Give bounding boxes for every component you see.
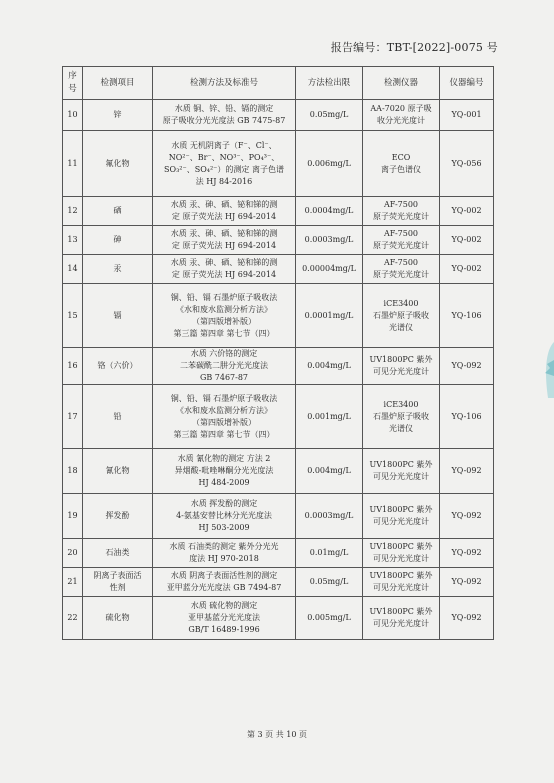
cell-no: 20 (63, 539, 83, 568)
cell-line: 水质 氰化物的测定 方法 2 (177, 454, 271, 463)
cell-line: 可见分光光度计 (373, 367, 429, 376)
cell-instrument (363, 100, 440, 131)
cell-detection-limit: 0.006mg/L (296, 131, 363, 197)
cell-method (153, 197, 296, 226)
cell-detection-limit: 0.001mg/L (296, 385, 363, 449)
cell-instrument-id: YQ-106 (440, 385, 494, 449)
cell-line: 定 原子荧光法 HJ 694-2014 (171, 241, 277, 250)
cell-line: 水质 汞、砷、硒、铋和锑的测 (170, 229, 278, 238)
cell-instrument (363, 597, 440, 640)
cell-item: 砷 (83, 226, 153, 255)
cell-detection-limit: 0.0003mg/L (296, 494, 363, 539)
page-footer: 第 3 页 共 10 页 (247, 730, 307, 739)
header-limit: 方法检出限 (296, 67, 363, 100)
cell-line: 光谱仪 (389, 423, 413, 433)
cell-item: 石油类 (83, 539, 153, 568)
cell-item: 铬（六价） (83, 348, 153, 385)
cell-instrument-id: YQ-106 (440, 284, 494, 348)
table-row (63, 568, 494, 597)
header-no: 序号 (63, 67, 83, 100)
cell-method (153, 100, 296, 131)
cell-method (153, 255, 296, 284)
cell-line: AF-7500 (383, 229, 419, 238)
cell-line: 水质 六价铬的测定 (190, 349, 258, 358)
cell-line: 石墨炉原子吸收 (373, 310, 429, 320)
cell-method (153, 226, 296, 255)
cell-line: 可见分光光度计 (373, 554, 429, 563)
cell-instrument-id: YQ-002 (440, 255, 494, 284)
cell-detection-limit: 0.05mg/L (296, 568, 363, 597)
cell-method (153, 494, 296, 539)
stamp-edge (540, 340, 554, 400)
cell-instrument (363, 348, 440, 385)
cell-no: 13 (63, 226, 83, 255)
cell-line: GB/T 16489-1996 (188, 625, 260, 634)
cell-detection-limit: 0.0003mg/L (296, 226, 363, 255)
cell-line: 水质 阴离子表面活性剂的测定 (170, 571, 278, 580)
cell-line: 水质 挥发酚的测定 (190, 499, 258, 508)
cell-item (83, 568, 153, 597)
cell-item: 氟化物 (83, 131, 153, 197)
table-header-row (63, 67, 494, 100)
cell-no: 11 (63, 131, 83, 197)
cell-instrument (363, 197, 440, 226)
cell-method (153, 597, 296, 640)
cell-method (153, 568, 296, 597)
cell-line: 性剂 (109, 583, 126, 592)
table-row (63, 226, 494, 255)
cell-line: 度法 HJ 970-2018 (189, 554, 259, 563)
cell-line: 4-氨基安替比林分光光度法 (176, 511, 272, 520)
cell-instrument-id: YQ-002 (440, 197, 494, 226)
cell-detection-limit: 0.004mg/L (296, 348, 363, 385)
cell-line: 离子色谱仪 (381, 164, 421, 174)
cell-no: 18 (63, 449, 83, 494)
cell-item: 硫化物 (83, 597, 153, 640)
cell-line: 定 原子荧光法 HJ 694-2014 (171, 212, 277, 221)
cell-line: 异烟酸-吡唑啉酮分光光度法 (174, 466, 274, 475)
table-row (63, 100, 494, 131)
cell-item: 氰化物 (83, 449, 153, 494)
cell-item: 汞 (83, 255, 153, 284)
cell-no: 10 (63, 100, 83, 131)
cell-line: AA-7020 原子吸 (370, 104, 432, 113)
table-row (63, 539, 494, 568)
cell-no: 19 (63, 494, 83, 539)
cell-instrument-id: YQ-001 (440, 100, 494, 131)
cell-line: 原子吸收分光光度法 GB 7475-87 (162, 116, 286, 125)
cell-line: 可见分光光度计 (373, 583, 429, 592)
cell-line: 可见分光光度计 (373, 472, 429, 481)
cell-line: UV1800PC 紫外 (369, 505, 433, 514)
cell-line: 收分光光度计 (377, 116, 425, 125)
cell-line: AF-7500 (383, 258, 419, 267)
cell-line: 原子荧光光度计 (373, 270, 429, 279)
cell-line: 水质 硫化物的测定 (190, 601, 258, 610)
table-row (63, 131, 494, 197)
cell-item: 挥发酚 (83, 494, 153, 539)
cell-method (153, 539, 296, 568)
table-row (63, 597, 494, 640)
cell-no: 22 (63, 597, 83, 640)
cell-no: 14 (63, 255, 83, 284)
cell-line: 石墨炉原子吸收 (373, 411, 429, 421)
header-method: 检测方法及标准号 (153, 67, 296, 100)
header-instrument: 检测仪器 (363, 67, 440, 100)
table-row (63, 284, 494, 348)
table-row (63, 197, 494, 226)
cell-line: 原子荧光光度计 (373, 241, 429, 250)
cell-line: iCE3400 (383, 298, 419, 308)
cell-detection-limit: 0.05mg/L (296, 100, 363, 131)
cell-line: UV1800PC 紫外 (369, 355, 433, 364)
cell-no: 17 (63, 385, 83, 449)
cell-detection-limit: 0.01mg/L (296, 539, 363, 568)
report-number: 报告编号：TBT-[2022]-0075 号 (330, 41, 498, 54)
cell-instrument-id: YQ-092 (440, 449, 494, 494)
cell-line: 可见分光光度计 (373, 619, 429, 628)
cell-instrument-id: YQ-092 (440, 494, 494, 539)
cell-instrument (363, 131, 440, 197)
cell-line: 水质 无机阴离子（F⁻、Cl⁻、 (171, 140, 277, 150)
cell-instrument (363, 226, 440, 255)
cell-line: iCE3400 (383, 399, 419, 409)
cell-detection-limit: 0.0001mg/L (296, 284, 363, 348)
table-row (63, 385, 494, 449)
cell-line: UV1800PC 紫外 (369, 460, 433, 469)
cell-line: 阴离子表面活 (93, 571, 142, 580)
cell-detection-limit: 0.00004mg/L (296, 255, 363, 284)
cell-detection-limit: 0.0004mg/L (296, 197, 363, 226)
cell-line: 第三篇 第四章 第七节（四） (173, 429, 275, 439)
cell-line: 亚甲蓝分光光度法 GB 7494-87 (166, 583, 282, 592)
cell-line: 光谱仪 (389, 322, 413, 332)
cell-instrument-id: YQ-056 (440, 131, 494, 197)
cell-line: 铜、铅、镉 石墨炉原子吸收法 (170, 393, 278, 403)
cell-instrument (363, 539, 440, 568)
header-instrument-id: 仪器编号 (440, 67, 494, 100)
cell-line: 水质 石油类的测定 紫外分光光 (169, 542, 279, 551)
cell-method (153, 131, 296, 197)
table-row (63, 348, 494, 385)
cell-line: 第三篇 第四章 第七节（四） (173, 328, 275, 338)
cell-line: SO₃²⁻、SO₄²⁻）的测定 离子色谱 (164, 164, 284, 174)
cell-instrument-id: YQ-002 (440, 226, 494, 255)
cell-method (153, 348, 296, 385)
cell-no: 21 (63, 568, 83, 597)
cell-instrument (363, 385, 440, 449)
cell-line: 《水和废水监测分析方法》 (176, 304, 272, 314)
cell-item: 镉 (83, 284, 153, 348)
cell-detection-limit: 0.004mg/L (296, 449, 363, 494)
test-methods-table (62, 66, 494, 640)
table-row (63, 449, 494, 494)
cell-method (153, 449, 296, 494)
cell-line: 水质 汞、砷、硒、铋和锑的测 (170, 258, 278, 267)
header-item: 检测项目 (83, 67, 153, 100)
table-row (63, 255, 494, 284)
cell-line: HJ 503-2009 (198, 523, 250, 532)
cell-line: （第四版增补版） (192, 417, 256, 427)
cell-line: NO²⁻、Br⁻、NO³⁻、PO₄³⁻、 (168, 152, 280, 162)
cell-line: UV1800PC 紫外 (369, 607, 433, 616)
cell-method (153, 385, 296, 449)
cell-line: 法 HJ 84-2016 (195, 176, 253, 186)
cell-method (153, 284, 296, 348)
cell-line: 铜、铅、镉 石墨炉原子吸收法 (170, 292, 278, 302)
cell-instrument (363, 449, 440, 494)
cell-instrument-id: YQ-092 (440, 539, 494, 568)
cell-line: 原子荧光光度计 (373, 212, 429, 221)
cell-instrument-id: YQ-092 (440, 597, 494, 640)
cell-line: UV1800PC 紫外 (369, 542, 433, 551)
cell-line: 定 原子荧光法 HJ 694-2014 (171, 270, 277, 279)
table-row (63, 494, 494, 539)
cell-no: 16 (63, 348, 83, 385)
cell-item: 铅 (83, 385, 153, 449)
cell-no: 15 (63, 284, 83, 348)
cell-line: 可见分光光度计 (373, 517, 429, 526)
cell-instrument (363, 255, 440, 284)
cell-line: AF-7500 (383, 200, 419, 209)
cell-line: 《水和废水监测分析方法》 (176, 405, 272, 415)
cell-line: UV1800PC 紫外 (369, 571, 433, 580)
cell-line: （第四版增补版） (192, 316, 256, 326)
cell-instrument (363, 568, 440, 597)
cell-line: GB 7467-87 (199, 373, 249, 382)
cell-detection-limit: 0.005mg/L (296, 597, 363, 640)
cell-line: ECO (391, 152, 411, 162)
cell-instrument (363, 284, 440, 348)
cell-instrument (363, 494, 440, 539)
cell-instrument-id: YQ-092 (440, 568, 494, 597)
cell-line: 亚甲基蓝分光光度法 (188, 613, 260, 622)
cell-item: 锌 (83, 100, 153, 131)
cell-line: 水质 汞、砷、硒、铋和锑的测 (170, 200, 278, 209)
cell-item: 硒 (83, 197, 153, 226)
cell-line: HJ 484-2009 (198, 478, 250, 487)
cell-line: 水质 铜、锌、铅、镉的测定 (174, 104, 274, 113)
cell-line: 二苯碳酰二肼分光光度法 (180, 361, 268, 370)
cell-instrument-id: YQ-092 (440, 348, 494, 385)
cell-no: 12 (63, 197, 83, 226)
